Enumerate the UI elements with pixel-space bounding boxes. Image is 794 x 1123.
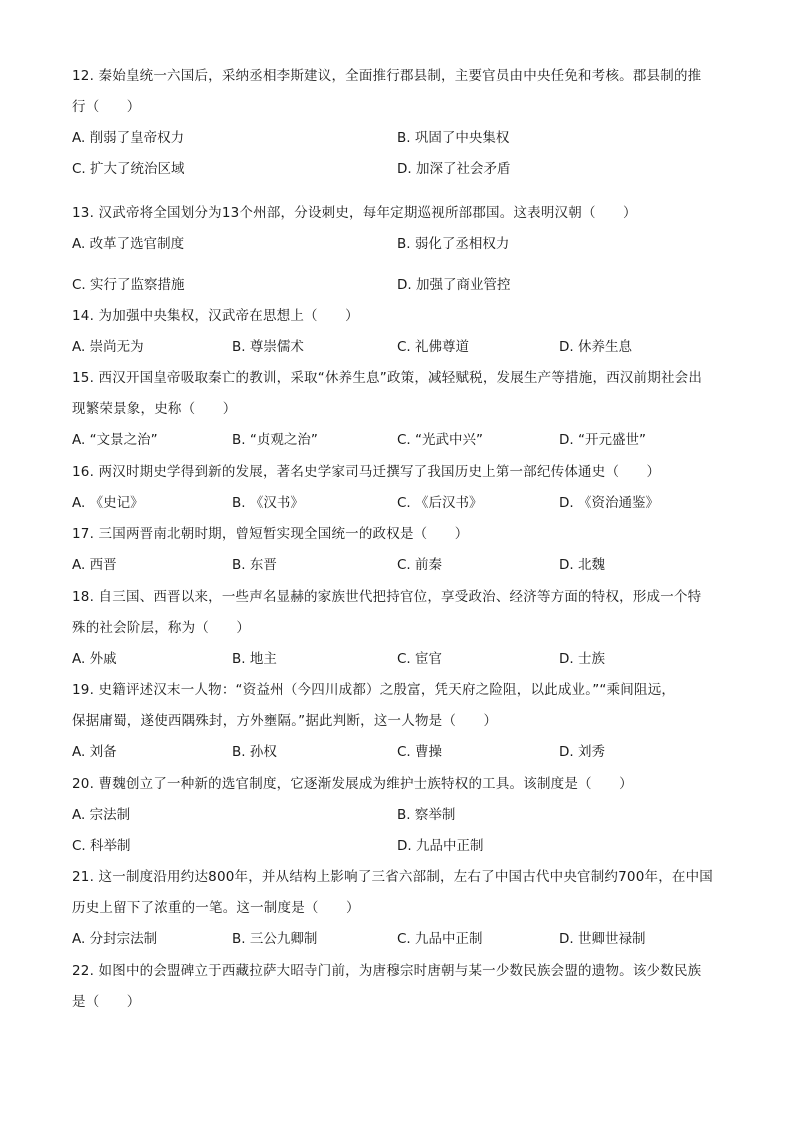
option-b: B. 《汉书》 [232,495,304,511]
question-stem [72,66,724,128]
option-d: D. 刘秀 [559,744,605,760]
option-c: C. 《后汉书》 [397,495,483,511]
options-row [72,555,724,586]
stem-line: 15. 西汉开国皇帝吸取秦亡的教训，采取“休养生息”政策，减轻赋税，发展生产等措施，西汉前期社会出 [72,370,703,386]
question-12 [72,66,724,190]
stem-line: 历史上留下了浓重的一笔。这一制度是（ ） [72,900,360,916]
stem-line: 18. 自三国、西晋以来，一些声名显赫的家族世代把持官位，享受政治、经济等方面的特权，形成一个特 [72,589,702,605]
option-b: B. 东晋 [232,557,277,573]
question-stem [72,587,724,649]
question-15 [72,368,724,461]
question-21 [72,867,724,960]
option-c: C. 扩大了统治区域 [72,161,185,177]
stem-line: 13. 汉武帝将全国划分为13个州部，分设刺史，每年定期巡视所部郡国。这表明汉朝（ ） [72,205,637,221]
option-d: D. 北魏 [559,557,605,573]
question-stem [72,867,724,929]
option-c: C. 前秦 [397,557,443,573]
stem-line: 殊的社会阶层，称为（ ） [72,620,251,636]
options-row [72,649,724,680]
stem-line: 22. 如图中的会盟碑立于西藏拉萨大昭寺门前，为唐穆宗时唐朝与某一少数民族会盟的遗物。该少数民族 [72,963,702,979]
stem-line: 17. 三国两晋南北朝时期，曾短暂实现全国统一的政权是（ ） [72,526,469,542]
option-a: A. 改革了选官制度 [72,236,185,252]
stem-line: 21. 这一制度沿用约达800年，并从结构上影响了三省六部制，左右了中国古代中央官制约700年，在中国 [72,869,713,885]
option-c: C. 礼佛尊道 [397,339,470,355]
question-stem [72,680,724,742]
options-row [72,742,724,773]
option-b: B. 尊崇儒术 [232,339,304,355]
option-c: C. 实行了监察措施 [72,277,185,293]
option-a: A. 外戚 [72,651,117,667]
stem-line: 20. 曹魏创立了一种新的选官制度，它逐渐发展成为维护士族特权的工具。该制度是（ ） [72,776,633,792]
option-a: A. 《史记》 [72,495,144,511]
question-19 [72,680,724,773]
option-d: D. 休养生息 [559,339,632,355]
option-a: A. 削弱了皇帝权力 [72,130,185,146]
question-13 [72,203,724,306]
question-stem [72,368,724,430]
question-stem [72,961,724,1023]
options-row [72,929,724,960]
option-d: D. 加深了社会矛盾 [397,161,511,177]
option-d: D. 九品中正制 [397,838,484,854]
option-c: C. 宦官 [397,651,443,667]
stem-line: 现繁荣景象，史称（ ） [72,401,237,417]
option-d: D. 加强了商业管控 [397,277,511,293]
stem-line: 保据庸蜀，遂使西隅殊封，方外壅隔。”据此判断，这一人物是（ ） [72,713,498,729]
option-a: A. 刘备 [72,744,117,760]
option-d: D. “开元盛世” [559,432,646,448]
options-row [72,159,724,190]
option-b: B. 察举制 [397,807,456,823]
options-row [72,128,724,159]
stem-line: 19. 史籍评述汉末一人物：“资益州（今四川成都）之殷富，凭天府之险阻，以此成业。”“乘间阻远， [72,682,676,698]
stem-line: 16. 两汉时期史学得到新的发展，著名史学家司马迁撰写了我国历史上第一部纪传体通史（ ） [72,464,661,480]
question-17 [72,524,724,586]
option-d: D. 《资治通鉴》 [559,495,659,511]
option-d: D. 世卿世禄制 [559,931,646,947]
option-b: B. 地主 [232,651,277,667]
option-b: B. 三公九卿制 [232,931,318,947]
options-row [72,430,724,461]
question-stem [72,306,724,337]
question-stem [72,524,724,555]
stem-line: 是（ ） [72,994,141,1010]
question-16 [72,462,724,524]
stem-line: 12. 秦始皇统一六国后，采纳丞相李斯建议，全面推行郡县制，主要官员由中央任免和考核。郡县制的推 [72,68,702,84]
options-row [72,836,724,867]
options-row [72,275,724,306]
option-b: B. 弱化了丞相权力 [397,236,510,252]
question-20 [72,774,724,867]
option-b: B. 巩固了中央集权 [397,130,510,146]
options-row [72,234,724,265]
option-a: A. 西晋 [72,557,117,573]
option-a: A. 分封宗法制 [72,931,158,947]
question-18 [72,587,724,680]
options-row [72,805,724,836]
option-c: C. 科举制 [72,838,131,854]
question-22 [72,961,724,1023]
options-row [72,337,724,368]
option-d: D. 士族 [559,651,605,667]
option-c: C. “光武中兴” [397,432,483,448]
options-row [72,493,724,524]
question-stem [72,774,724,805]
option-c: C. 九品中正制 [397,931,483,947]
option-b: B. 孙权 [232,744,277,760]
question-14 [72,306,724,368]
option-b: B. “贞观之治” [232,432,318,448]
stem-line: 行（ ） [72,99,141,115]
option-a: A. 宗法制 [72,807,131,823]
option-a: A. “文景之治” [72,432,158,448]
question-stem [72,203,724,234]
stem-line: 14. 为加强中央集权，汉武帝在思想上（ ） [72,308,359,324]
option-a: A. 崇尚无为 [72,339,144,355]
question-stem [72,462,724,493]
option-c: C. 曹操 [397,744,443,760]
